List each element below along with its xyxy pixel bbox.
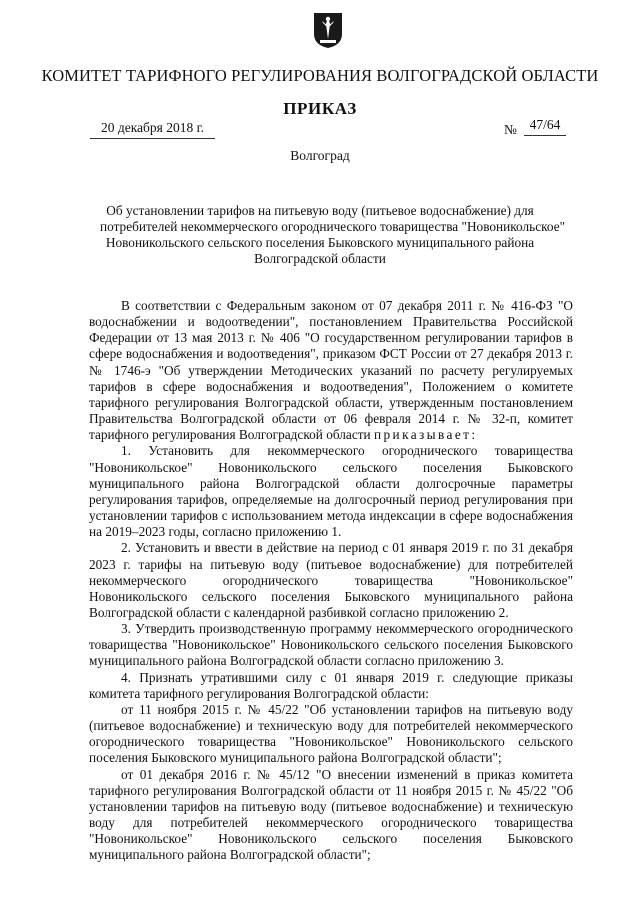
item-2: 2. Установить и ввести в действие на период с 01 января 2019 г. по 31 декабря 2023 г. тарифы на питьевую воду (питьевое водоснабжение) для потребителей некоммерческого огороднического товарищества "Новоникольское" Новоникольского сельского поселения Быковского муниципального района Волгоградской области с календарной разбивкой согласно приложению 2. (89, 540, 573, 620)
subject-line: потребителей некоммерческого огороднического товарищества "Новоникольское" (100, 219, 566, 234)
item-3: 3. Утвердить производственную программу некоммерческого огороднического товарищества "Новоникольское" Новоникольского сельского поселения Быковского муниципального района Волгоградской области согласно приложению 3. (89, 621, 573, 669)
item-4: 4. Признать утратившими силу с 01 января 2019 г. следующие приказы комитета тарифного регулирования Волгоградской области: (89, 669, 573, 701)
subject-line: Новоникольского сельского поселения Быковского муниципального района (105, 235, 535, 250)
document-body (89, 298, 573, 863)
subject-line: Об установлении тарифов на питьевую воду (питьевое водоснабжение) для (106, 203, 534, 218)
document-date: 20 декабря 2018 г. (90, 120, 215, 139)
item-4-order-a: от 11 ноября 2015 г. № 45/22 "Об установлении тарифов на питьевую воду (питьевое водоснабжение) и техническую воду для потребителей некоммерческого огороднического товарищества "Новоникольское" Новоникольского сельского поселения Быковского муниципального района Волгоградской области"; (89, 701, 573, 766)
city-name: Волгоград (290, 148, 350, 163)
preamble-text: В соответствии с Федеральным законом от 07 декабря 2011 г. № 416-ФЗ "О водоснабжении и водоотведении", постановлением Правительства Российской Федерации от 13 мая 2013 г. № 406 "О государственном регулировании тарифов в сфере водоснабжения и водоотведения", приказом ФСТ России от 27 декабря 2013 г. № 1746-э "Об утверждении Методических указаний по расчету регулируемых тарифов в сфере водоснабжения и водоотведения", Положением о комитете тарифного регулирования Волгоградской области, утвержденным постановлением Правительства Волгоградской области от 06 февраля 2014 г. № 32-п, комитет тарифного регулирования Волгоградской области (89, 298, 573, 443)
orders-word: приказывает: (373, 427, 478, 443)
document-number: 47/64 (524, 117, 566, 136)
organization-name: КОМИТЕТ ТАРИФНОГО РЕГУЛИРОВАНИЯ ВОЛГОГРАДСКОЙ ОБЛАСТИ (41, 66, 599, 85)
subject-line: Волгоградской области (254, 251, 386, 266)
preamble-paragraph (89, 298, 573, 443)
document-subject (100, 203, 566, 267)
number-sign: № (504, 122, 517, 137)
item-1: 1. Установить для некоммерческого огороднического товарищества "Новоникольское" Новоникольского сельского поселения Быковского муниципального района Волгоградской области долгосрочные параметры регулирования тарифов, определяемые на долгосрочный период регулирования при установлении тарифов с использованием метода индексации в сфере водоснабжения на 2019–2023 годы, согласно приложению 1. (89, 443, 573, 540)
coat-of-arms-icon (313, 12, 343, 49)
document-type: ПРИКАЗ (283, 99, 357, 118)
item-4-order-b: от 01 декабря 2016 г. № 45/12 "О внесении изменений в приказ комитета тарифного регулирования Волгоградской области от 11 ноября 2015 г. № 45/22 "Об установлении тарифов на питьевую воду (питьевое водоснабжение) и техническую воду для потребителей некоммерческого огороднического товарищества "Новоникольское" Новоникольского сельского поселения Быковского муниципального района Волгоградской области"; (89, 766, 573, 863)
